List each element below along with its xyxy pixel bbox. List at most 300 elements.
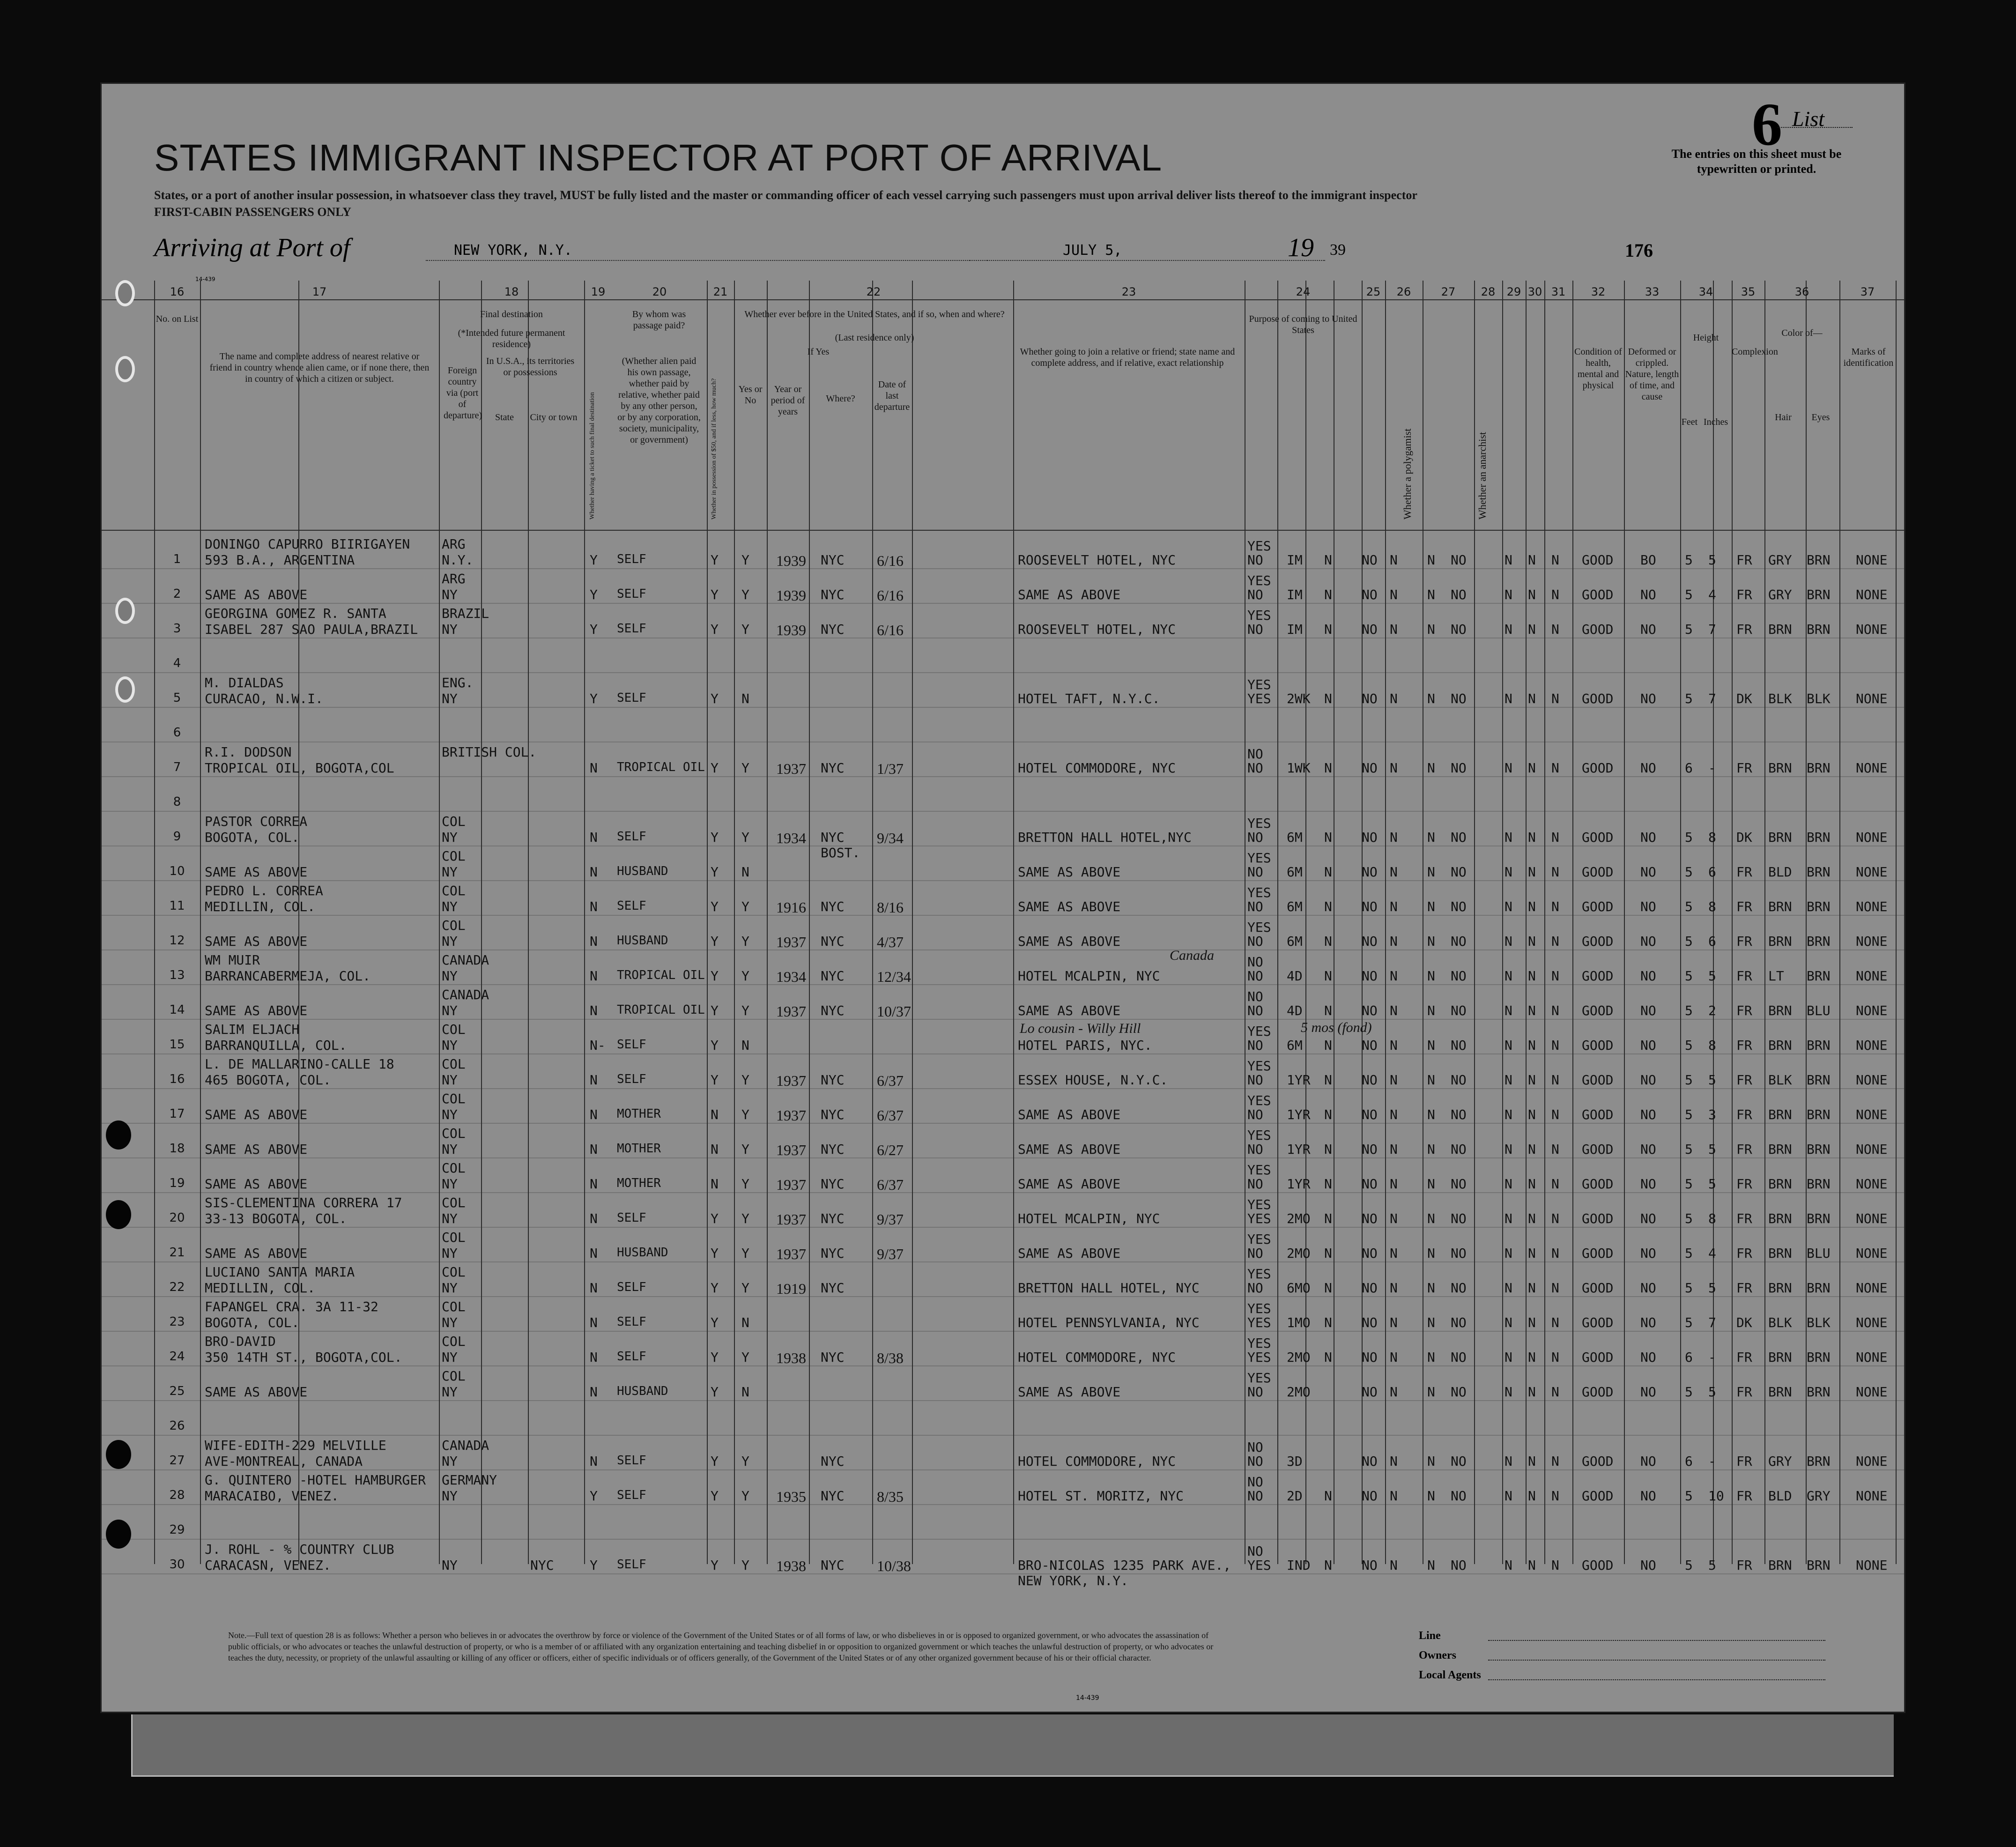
year-in-us: 1939 [776,587,806,604]
passage-paid-by: SELF [617,1454,646,1468]
prison-answer: NO [1362,1315,1378,1330]
possession-50: Y [711,1315,719,1330]
purpose-remain: NO [1247,1246,1263,1261]
column-divider [912,281,913,1564]
hair-color: BRN [1768,1211,1792,1226]
polygamist-answer: N [1390,1003,1398,1018]
row-rule [102,1539,1904,1540]
identification-marks: NONE [1856,1003,1888,1018]
passage-paid-by: SELF [617,691,646,705]
question-29-answer: N [1505,1558,1512,1573]
year-in-us: 1919 [776,1280,806,1297]
deformed-status: NO [1640,899,1656,914]
hair-color: BRN [1768,1350,1792,1365]
complexion-value: FR [1736,1558,1752,1573]
identification-marks: NONE [1856,1038,1888,1053]
relative-address: BARRANCABERMEJA, COL. [205,968,371,984]
column-divider [1624,281,1625,1564]
before-in-us: Y [741,760,749,776]
identification-marks: NONE [1856,1142,1888,1157]
year-in-us: 1937 [776,1107,806,1124]
deformed-status: NO [1640,1176,1656,1192]
prison-answer: NO [1362,1454,1378,1469]
foreign-country: COL [442,1230,466,1245]
identification-marks: NONE [1856,1176,1888,1192]
last-departure-date: 1/37 [877,760,904,777]
height-feet: 5 [1685,1176,1693,1192]
row-number: 16 [169,1072,185,1086]
eye-color: BRN [1807,864,1831,880]
column-number: 24 [1296,285,1311,298]
height-inches: 5 [1708,1280,1716,1296]
purpose-remain: NO [1247,1142,1263,1157]
passage-paid-by: SELF [617,830,646,844]
question-28-answer: NO [1451,1038,1467,1053]
height-feet: 5 [1685,864,1693,880]
complexion-value: FR [1736,1454,1752,1469]
row-rule [102,915,1904,916]
joining-relative: ROOSEVELT HOTEL, NYC [1018,552,1176,568]
manifest-subtitle [154,187,1747,221]
destination-state: NY [442,1384,458,1400]
eye-color: BLK [1807,1315,1831,1330]
question-31-answer: N [1551,1142,1559,1157]
column-divider [439,281,440,1564]
relative-name: LUCIANO SANTA MARIA [205,1264,355,1280]
question-28-answer: NO [1451,968,1467,984]
anarchist-answer: N [1427,968,1435,984]
column-number: 29 [1506,285,1521,298]
eye-color: BRN [1807,1211,1831,1226]
height-inches: - [1708,1454,1716,1469]
relative-address: TROPICAL OIL, BOGOTA,COL [205,760,394,776]
prison-answer: NO [1362,1038,1378,1053]
passage-paid-by: SELF [617,552,646,566]
hair-color: BRN [1768,1176,1792,1192]
joining-relative: HOTEL MCALPIN, NYC [1018,1211,1160,1226]
possession-50: Y [711,1488,719,1504]
relative-address: MARACAIBO, VENEZ. [205,1488,339,1504]
deformed-status: NO [1640,1280,1656,1296]
relative-address: MEDILLIN, COL. [205,1280,316,1296]
citizen-intent: N [1324,587,1332,602]
hair-color: BLD [1768,864,1792,880]
relative-address: BARRANQUILLA, COL. [205,1038,347,1053]
relative-name: G. QUINTERO -HOTEL HAMBURGER [205,1472,426,1488]
passage-paid-by: HUSBAND [617,934,668,948]
binder-hole [106,1120,131,1150]
last-departure-date: 9/37 [877,1246,904,1262]
list-number-line [1778,127,1853,128]
deformed-status: NO [1640,1211,1656,1226]
question-29-answer: N [1505,1454,1512,1469]
health-condition: GOOD [1582,552,1614,568]
purpose-intent: YES [1247,885,1271,900]
polygamist-answer: N [1390,622,1398,637]
passage-paid-by: SELF [617,1211,646,1225]
joining-relative: ESSEX HOUSE, N.Y.C. [1018,1072,1168,1088]
row-rule [102,1435,1904,1436]
prison-answer: NO [1362,1280,1378,1296]
question-30-answer: N [1528,1176,1536,1192]
polygamist-answer: N [1390,899,1398,914]
last-departure-date: 6/37 [877,1107,904,1124]
height-inches: 5 [1708,1558,1716,1573]
column-number: 27 [1441,285,1456,298]
health-condition: GOOD [1582,968,1614,984]
column-divider [298,281,299,1564]
question-28-answer: NO [1451,1350,1467,1365]
year-prefix: 19 [1288,233,1314,262]
identification-marks: NONE [1856,1384,1888,1400]
complexion-value: FR [1736,1350,1752,1365]
question-28-answer: NO [1451,622,1467,637]
health-condition: GOOD [1582,1176,1614,1192]
destination-state: NY [442,1246,458,1261]
length-of-stay: 4D [1287,968,1303,984]
relative-name: BRO-DAVID [205,1334,276,1349]
foreign-country: COL [442,1195,466,1210]
hair-color: BRN [1768,830,1792,845]
ticket-status: N [590,864,598,880]
column-number: 21 [713,285,728,298]
deformed-status: NO [1640,1246,1656,1261]
prison-answer: NO [1362,1142,1378,1157]
possession-50: Y [711,1211,719,1226]
anarchist-answer: N [1427,1246,1435,1261]
purpose-remain: YES [1247,691,1271,706]
destination-state: NY [442,1558,458,1573]
purpose-remain: NO [1247,934,1263,949]
yes-no-header: Yes or No [738,384,763,406]
last-departure-date: 9/34 [877,830,904,846]
purpose-remain: NO [1247,830,1263,845]
last-departure-date: 4/37 [877,934,904,950]
row-number: 7 [173,760,181,774]
question-30-answer: N [1528,1038,1536,1053]
where-in-us: NYC [821,1488,845,1504]
column-divider [1362,281,1363,1564]
destination-state: NY [442,1211,458,1226]
row-rule [102,1088,1904,1089]
row-number: 19 [169,1176,185,1190]
binder-hole [115,676,135,703]
foreign-country: COL [442,1160,466,1176]
before-in-us: Y [741,1107,749,1122]
foreign-country: COL [442,1126,466,1141]
deformed-status: NO [1640,1488,1656,1504]
row-rule [102,1331,1904,1332]
deformed-status: NO [1640,864,1656,880]
purpose-remain: NO [1247,1384,1263,1400]
last-departure-date: 9/37 [877,1211,904,1228]
question-28-answer: NO [1451,1488,1467,1504]
hair-color: BRN [1768,1142,1792,1157]
row-rule [102,776,1904,777]
last-departure-date: 8/35 [877,1488,904,1505]
row-number: 12 [169,934,185,948]
question-31-answer: N [1551,830,1559,845]
column-divider [1713,281,1714,1564]
eye-color: BRN [1807,552,1831,568]
where-in-us: NYC [821,1142,845,1157]
length-of-stay: 1YR [1287,1142,1311,1157]
destination-state: NY [442,864,458,880]
owners-field [1488,1660,1825,1661]
eye-color: BRN [1807,622,1831,637]
relative-address: CARACASN, VENEZ. [205,1558,331,1573]
polygamist-answer: N [1390,1315,1398,1330]
anarchist-header: Whether an anarchist [1476,432,1488,519]
question-29-answer: N [1505,1280,1512,1296]
joining-relative: BRETTON HALL HOTEL, NYC [1018,1280,1200,1296]
possession-50: Y [711,1003,719,1018]
last-departure-date: 10/37 [877,1003,911,1020]
eyes-header: Eyes [1811,412,1830,423]
height-inches: 5 [1708,1176,1716,1192]
height-feet: 5 [1685,1558,1693,1573]
foreign-country: COL [442,814,466,829]
question-31-answer: N [1551,622,1559,637]
complexion-value: FR [1736,864,1752,880]
citizen-intent: N [1324,1280,1332,1296]
eye-color: BRN [1807,968,1831,984]
row-rule [102,949,1904,950]
purpose-remain: NO [1247,552,1263,568]
complexion-value: FR [1736,1280,1752,1296]
before-in-us: Y [741,1558,749,1573]
joining-relative: BRETTON HALL HOTEL,NYC [1018,830,1192,845]
health-condition: GOOD [1582,899,1614,914]
ticket-status: N [590,1176,598,1192]
question-31-answer: N [1551,1280,1559,1296]
anarchist-answer: N [1427,1350,1435,1365]
where-in-us: NYC BOST. [821,830,860,860]
passage-paid-by: SELF [617,1558,646,1572]
joining-relative: SAME AS ABOVE [1018,1107,1121,1122]
final-destination-note: (*Intended future permanent residence) [458,328,565,349]
column-divider [1896,281,1897,1564]
purpose-intent: YES [1247,608,1271,623]
before-in-us: Y [741,1280,749,1296]
length-of-stay: 6M [1287,864,1303,880]
question-29-answer: N [1505,1211,1512,1226]
hair-color: BRN [1768,1280,1792,1296]
health-condition: GOOD [1582,1488,1614,1504]
height-inches: 8 [1708,1211,1716,1226]
where-in-us: NYC [821,1454,845,1469]
possession-50: Y [711,864,719,880]
foreign-country: ARG [442,571,466,586]
deformed-status: NO [1640,587,1656,602]
before-in-us: Y [741,552,749,568]
header-bottom-rule [102,530,1904,531]
destination-state: NY [442,1280,458,1296]
purpose-remain: NO [1247,1038,1263,1053]
row-number: 27 [169,1454,185,1468]
foreign-country: CANADA [442,1438,489,1453]
length-of-stay: 2D [1287,1488,1303,1504]
row-rule [102,1157,1904,1158]
relative-name: PASTOR CORREA [205,814,308,829]
column-divider [1526,281,1527,1564]
row-rule [102,1504,1904,1505]
polygamist-answer: N [1390,1211,1398,1226]
foreign-country-header: Foreign country via (port of departure) [444,365,482,421]
deformed-status: NO [1640,830,1656,845]
relative-address: 33-13 BOGOTA, COL. [205,1211,347,1226]
question-30-answer: N [1528,899,1536,914]
foreign-country: COL [442,1368,466,1384]
question-28-answer: NO [1451,1558,1467,1573]
eye-color: BRN [1807,1142,1831,1157]
eye-color: BRN [1807,830,1831,845]
row-number: 3 [173,622,181,636]
possession-50: Y [711,1246,719,1261]
question-29-answer: N [1505,1488,1512,1504]
column-divider [1732,281,1733,1564]
purpose-intent: NO [1247,954,1263,970]
year-in-us: 1937 [776,1072,806,1089]
complexion-value: FR [1736,1038,1752,1053]
row-rule [102,1296,1904,1297]
anarchist-answer: N [1427,1315,1435,1330]
relative-name: R.I. DODSON [205,744,292,760]
column-divider [872,281,873,1564]
ticket-status: N [590,1003,598,1018]
joining-relative: BRO-NICOLAS 1235 PARK AVE., NEW YORK, N.Y. [1018,1558,1231,1588]
column-number: 16 [170,285,185,298]
polygamist-answer: N [1390,1454,1398,1469]
anarchist-answer: N [1427,1211,1435,1226]
relative-name: DONINGO CAPURRO BIIRIGAYEN [205,536,410,552]
hair-color: LT [1768,968,1784,984]
joining-relative: HOTEL COMMODORE, NYC [1018,760,1176,776]
anarchist-answer: N [1427,1280,1435,1296]
year-in-us: 1937 [776,1211,806,1228]
ticket-status: N [590,1350,598,1365]
hair-header: Hair [1775,412,1792,423]
purpose-intent: NO [1247,1543,1263,1559]
height-inches: 5 [1708,1142,1716,1157]
passage-paid-by: SELF [617,587,646,601]
complexion-value: FR [1736,1142,1752,1157]
polygamist-answer: N [1390,691,1398,706]
citizen-intent: N [1324,622,1332,637]
ticket-status: N [590,1107,598,1122]
purpose-intent: YES [1247,573,1271,588]
purpose-intent: YES [1247,1058,1271,1074]
foreign-country: COL [442,1334,466,1349]
ticket-status: N [590,1246,598,1261]
question-29-answer: N [1505,1350,1512,1365]
deformed-status: NO [1640,760,1656,776]
eye-color: BLK [1807,691,1831,706]
purpose-remain: NO [1247,1488,1263,1504]
column-divider [1277,281,1278,1564]
question-31-answer: N [1551,691,1559,706]
before-in-us: Y [741,1454,749,1469]
health-condition: GOOD [1582,864,1614,880]
polygamist-answer: N [1390,934,1398,949]
destination-state: NY [442,1142,458,1157]
before-in-us: Y [741,968,749,984]
relative-address: MEDILLIN, COL. [205,899,316,914]
relative-name: SIS-CLEMENTINA CORRERA 17 [205,1195,402,1210]
deformed-status: NO [1640,968,1656,984]
identification-marks: NONE [1856,1488,1888,1504]
foreign-country: COL [442,1091,466,1106]
polygamist-answer: N [1390,1038,1398,1053]
passage-paid-by: MOTHER [617,1176,661,1190]
column-number: 36 [1794,285,1809,298]
destination-state: NY [442,1488,458,1504]
ticket-status: Y [590,622,598,637]
health-condition: GOOD [1582,1246,1614,1261]
column-divider [1680,281,1681,1564]
question-28-answer: NO [1451,864,1467,880]
complexion-value: FR [1736,934,1752,949]
where-in-us: NYC [821,1072,845,1088]
question-28-answer: NO [1451,1280,1467,1296]
question-29-answer: N [1505,1176,1512,1192]
handwritten-cousin-note: Lo cousin - Willy Hill [1020,1021,1141,1036]
question-28-answer: NO [1451,691,1467,706]
relative-name: M. DIALDAS [205,675,284,690]
row-rule [102,672,1904,673]
health-condition: GOOD [1582,691,1614,706]
ticket-status: N [590,1315,598,1330]
complexion-value: FR [1736,899,1752,914]
height-inches: - [1708,1350,1716,1365]
before-in-us: N [741,1384,749,1400]
question-29-answer: N [1505,864,1512,880]
row-rule [102,880,1904,881]
deformed-status: NO [1640,1107,1656,1122]
deformed-header: Deformed or crippled. Nature, length of time, and cause [1625,347,1679,402]
date-departure-header: Date of last departure [874,379,910,412]
column-divider [1544,281,1545,1564]
purpose-intent: YES [1247,1197,1271,1212]
height-inches: 8 [1708,1038,1716,1053]
height-feet: 5 [1685,1384,1693,1400]
foreign-country: COL [442,1299,466,1314]
length-of-stay: 2MO [1287,1211,1311,1226]
year-in-us: 1934 [776,968,806,985]
hair-color: BRN [1768,1558,1792,1573]
column-divider [809,281,810,1564]
length-of-stay: 2MO [1287,1384,1311,1400]
row-number: 11 [169,899,185,913]
ticket-status: N- [590,1038,606,1053]
year-in-us: 1937 [776,760,806,777]
ever-before-header: Whether ever before in the United States, and if so, when and where? [744,309,1005,319]
polygamist-header: Whether a polygamist [1401,428,1413,519]
prison-answer: NO [1362,622,1378,637]
row-number: 21 [169,1246,185,1260]
question-30-answer: N [1528,1072,1536,1088]
purpose-remain: NO [1247,1280,1263,1296]
polygamist-answer: N [1390,587,1398,602]
manifest-sheet [100,82,1905,1713]
question-30-answer: N [1528,1211,1536,1226]
line-field [1488,1640,1825,1641]
possession-50: Y [711,1558,719,1573]
column-divider [1839,281,1840,1564]
before-in-us: N [741,864,749,880]
year-in-us: 1937 [776,1142,806,1158]
question-31-answer: N [1551,760,1559,776]
